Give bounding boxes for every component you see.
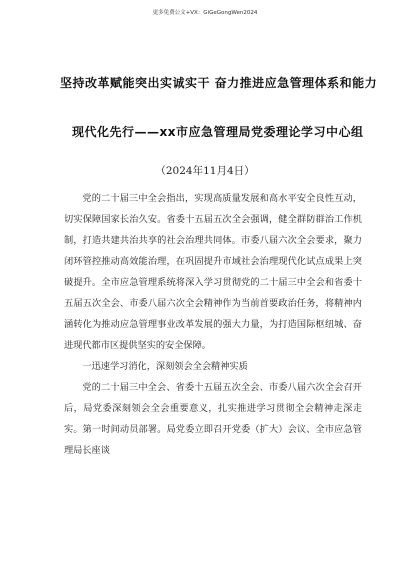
body-paragraph-1: 党的二十届三中全会指出，实现高质量发展和高水平安全良性互动，切实保障国家长治久安。省委十五届五次全会强调，健全群防群治工作机制，打造共建共治共享的社会治理共同体。市委八届六次全会要求，聚力闭环管控推动高效能治理，在巩固提升市域社会治理现代化试点成果上突破提升。全市应急管理系统将深入学习贯彻党的二十届三中全会和省委十五届五次全会、市委八届六次全会精神作为当前首要政治任务，将精神内涵转化为推动应急管理事业改革发展的强大力量，为打造国际枢纽城、奋进现代都市区提供坚实的安全保障。 [64, 193, 362, 351]
section-heading-1: 一迅速学习消化，深刻领会全会精神实质 [82, 361, 248, 372]
body-paragraph-2: 党的二十届三中全会、省委十五届五次全会、市委八届六次全会召开后，局党委深刻领会全会重要意义，扎实推进学习贯彻全会精神走深走实。第一时间动员部署。局党委立即召开党委（扩大）会议、全市应急管理局长座谈 [64, 382, 362, 456]
document-title-line-1: 坚持改革赋能突出实诚实干 奋力推进应急管理体系和能力 [60, 76, 378, 90]
header-note: 更多免费公文+VX：GiGeGongWen2024 [152, 10, 258, 16]
document-body [64, 188, 362, 461]
document-title-line-2: 现代化先行——xx市应急管理局党委理论学习中心组 [72, 125, 364, 139]
document-date: （2024年11月4日） [155, 165, 255, 177]
